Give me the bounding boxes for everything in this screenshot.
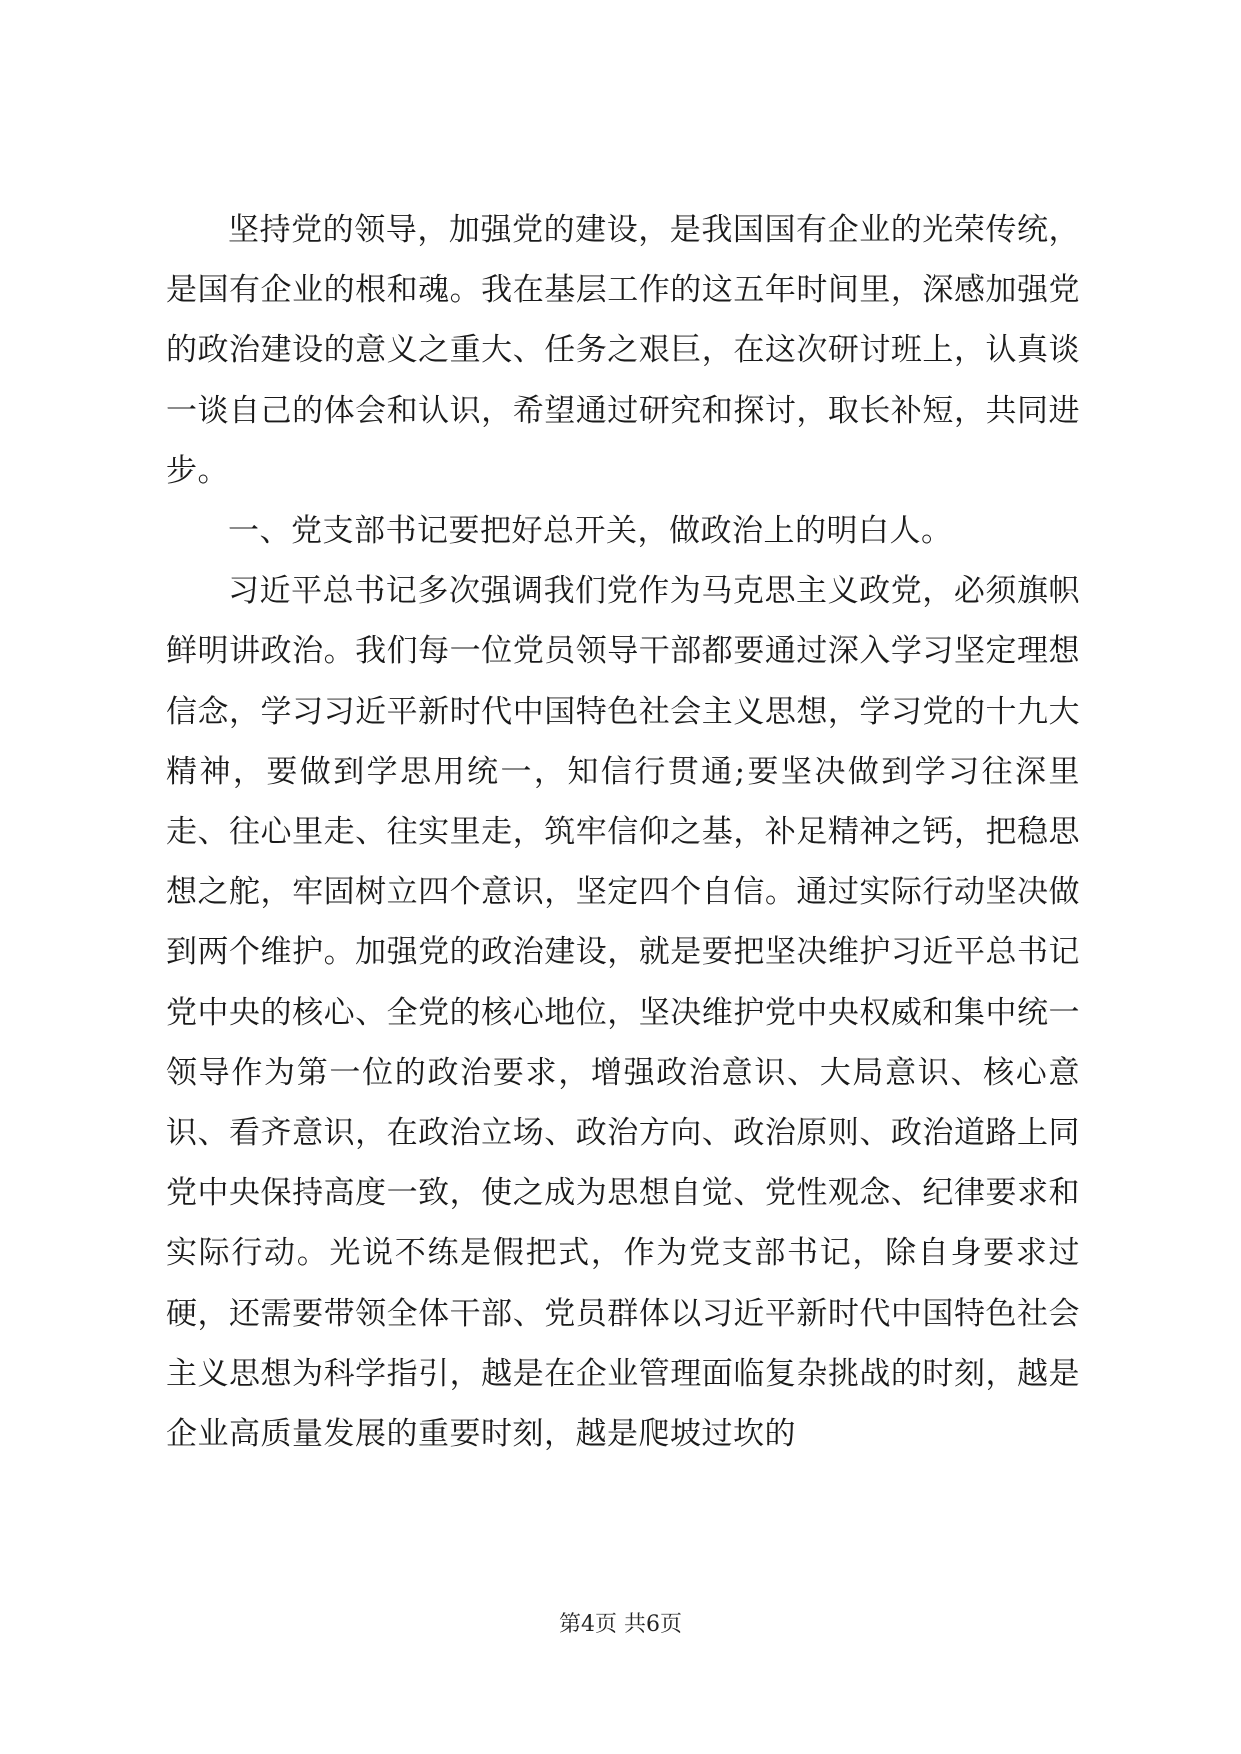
- paragraph-intro: 坚持党的领导，加强党的建设，是我国国有企业的光荣传统，是国有企业的根和魂。我在基层工作的这五年时间里，深感加强党的政治建设的意义之重大、任务之艰巨，在这次研讨班上，认真谈一谈自己的体会和认识，希望通过研究和探讨，取长补短，共同进步。: [166, 212, 1080, 489]
- paragraph-section-one: 习近平总书记多次强调我们党作为马克思主义政党，必须旗帜鲜明讲政治。我们每一位党员领导干部都要通过深入学习坚定理想信念，学习习近平新时代中国特色社会主义思想，学习党的十九大精神，要做到学思用统一，知信行贯通;要坚决做到学习往深里走、往心里走、往实里走，筑牢信仰之基，补足精神之钙，把稳思想之舵，牢固树立四个意识，坚定四个自信。通过实际行动坚决做到两个维护。加强党的政治建设，就是要把坚决维护习近平总书记党中央的核心、全党的核心地位，坚决维护党中央权威和集中统一领导作为第一位的政治要求，增强政治意识、大局意识、核心意识、看齐意识，在政治立场、政治方向、政治原则、政治道路上同党中央保持高度一致，使之成为思想自觉、党性观念、纪律要求和实际行动。光说不练是假把式，作为党支部书记，除自身要求过硬，还需要带领全体干部、党员群体以习近平新时代中国特色社会主义思想为科学指引，越是在企业管理面临复杂挑战的时刻，越是企业高质量发展的重要时刻，越是爬坡过坎的: [166, 573, 1080, 1453]
- page-number-footer: 第4页 共6页: [559, 1612, 682, 1637]
- section-heading-one: 一、党支部书记要把好总开关，做政治上的明白人。: [228, 513, 953, 550]
- document-body: [166, 200, 1080, 1464]
